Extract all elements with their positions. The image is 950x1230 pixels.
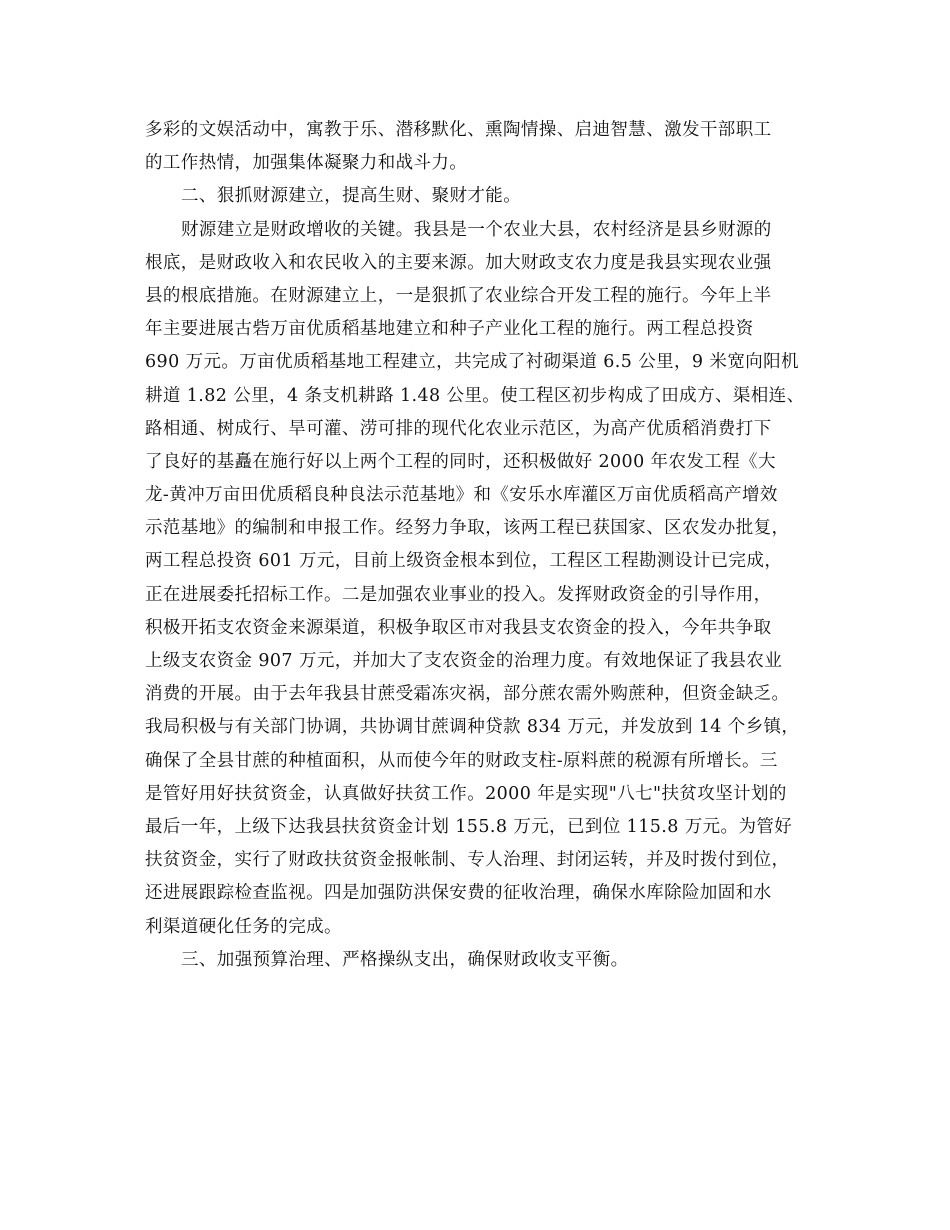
- text-line: 年主要进展古砦万亩优质稻基地建立和种子产业化工程的施行。两工程总投资: [145, 319, 754, 340]
- section-heading: 二、狠抓财源建立，提高生财、聚财才能。: [181, 186, 522, 207]
- text-line: 龙-黄冲万亩田优质稻良种良法示范基地》和《安乐水库灌区万亩优质稻高产增效: [145, 485, 778, 506]
- text-line: 最后一年，上级下达我县扶贫资金计划 155.8 万元，已到位 115.8 万元。为管好: [145, 816, 793, 837]
- text-line: 还进展跟踪检查监视。四是加强防洪保安费的征收治理，确保水库除险加固和水: [145, 883, 772, 904]
- paragraph-start-line: 财源建立是财政增收的关键。我县是一个农业大县，农村经济是县乡财源的: [181, 219, 772, 240]
- text-line: 690 万元。万亩优质稻基地工程建立，共完成了衬砌渠道 6.5 公里，9 米宽向阳机: [145, 352, 799, 373]
- text-line: 两工程总投资 601 万元，目前上级资金根本到位，工程区工程勘测设计已完成，: [145, 551, 783, 572]
- text-line: 多彩的文娱活动中，寓教于乐、潜移默化、熏陶情操、启迪智慧、激发干部职工: [145, 120, 772, 140]
- text-line: 利渠道硬化任务的完成。: [145, 916, 342, 937]
- text-line: 积极开拓支农资金来源渠道，积极争取区市对我县支农资金的投入，今年共争取: [145, 617, 772, 638]
- text-line: 的工作热情，加强集体凝聚力和战斗力。: [145, 153, 468, 174]
- text-line: 扶贫资金，实行了财政扶贫资金报帐制、专人治理、封闭运转，并及时拨付到位，: [145, 850, 790, 871]
- text-line: 是管好用好扶贫资金，认真做好扶贫工作。2000 年是实现"八七"扶贫攻坚计划的: [145, 783, 787, 804]
- text-line: 县的根底措施。在财源建立上，一是狠抓了农业综合开发工程的施行。今年上半: [145, 285, 772, 306]
- text-line: 确保了全县甘蔗的种植面积，从而使今年的财政支柱-原料蔗的税源有所增长。三: [145, 750, 778, 771]
- section-heading: 三、加强预算治理、严格操纵支出，确保财政收支平衡。: [181, 949, 629, 970]
- text-line: 示范基地》的编制和申报工作。经努力争取，该两工程已获国家、区农发办批复，: [145, 518, 790, 539]
- text-line: 根底，是财政收入和农民收入的主要来源。加大财政支农力度是我县实现农业强: [145, 252, 772, 273]
- document-body: [145, 114, 808, 977]
- text-line: 耕道 1.82 公里，4 条支机耕路 1.48 公里。使工程区初步构成了田成方、渠相连、: [145, 385, 805, 406]
- text-line: 路相通、树成行、旱可灌、涝可排的现代化农业示范区，为高产优质稻消费打下: [145, 418, 772, 439]
- text-line: 上级支农资金 907 万元，并加大了支农资金的治理力度。有效地保证了我县农业: [145, 651, 783, 671]
- text-line: 消费的开展。由于去年我县甘蔗受霜冻灾祸，部分蔗农需外购蔗种，但资金缺乏。: [145, 684, 790, 705]
- text-line: 我局积极与有关部门协调，共协调甘蔗调种贷款 834 万元，并发放到 14 个乡镇，: [145, 717, 800, 738]
- text-line: 了良好的基矗在施行好以上两个工程的同时，还积极做好 2000 年农发工程《大: [145, 451, 776, 472]
- text-line: 正在进展委托招标工作。二是加强农业事业的投入。发挥财政资金的引导作用，: [145, 584, 772, 605]
